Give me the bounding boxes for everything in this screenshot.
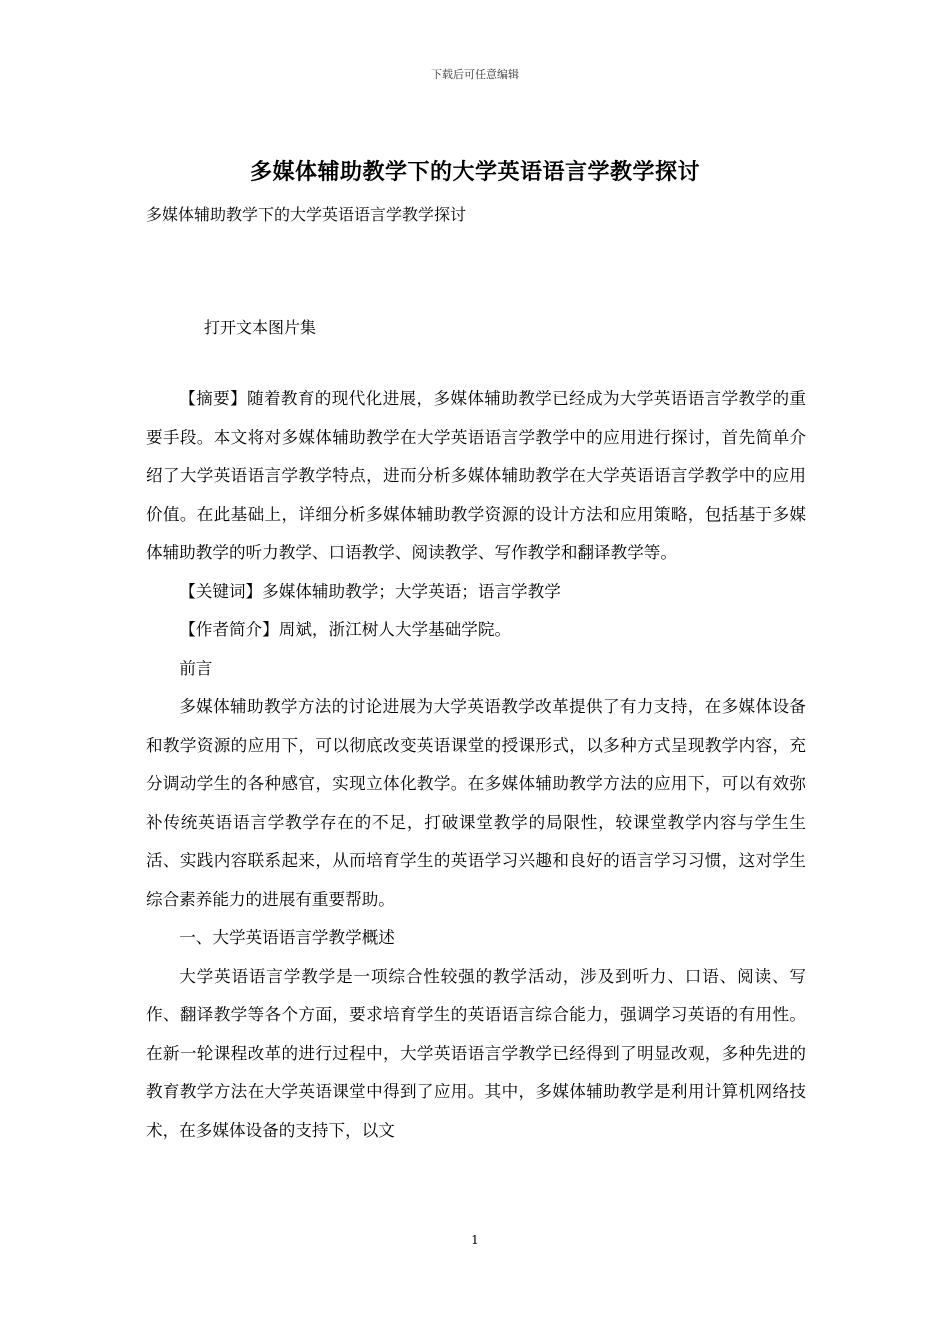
- document-title: 多媒体辅助教学下的大学英语语言学教学探讨: [249, 159, 700, 185]
- preface-heading: 前言: [179, 658, 213, 678]
- document-subtitle: 多媒体辅助教学下的大学英语语言学教学探讨: [146, 205, 467, 224]
- preface-paragraph: 多媒体辅助教学方法的讨论进展为大学英语教学改革提供了有力支持，在多媒体设备和教学资源的应用下，可以彻底改变英语课堂的授课形式，以多种方式呈现教学内容，充分调动学生的各种感官，实现立体化教学。在多媒体辅助教学方法的应用下，可以有效弥补传统英语语言学教学存在的不足，打破课堂教学的局限性，较课堂教学内容与学生生活、实践内容联系起来，从而培育学生的英语学习兴趣和良好的语言学习习惯，这对学生综合素养能力的进展有重要帮助。: [146, 697, 806, 909]
- section-heading: 一、大学英语语言学教学概述: [179, 928, 395, 947]
- document-body: [146, 380, 806, 1150]
- page-number: 1: [471, 1233, 479, 1247]
- header-note: 下载后可任意编辑: [431, 68, 519, 81]
- open-image-set-link[interactable]: 打开文本图片集: [204, 318, 317, 337]
- keywords-paragraph: 【关键词】多媒体辅助教学；大学英语；语言学教学: [179, 581, 561, 601]
- section-paragraph: 大学英语语言学教学是一项综合性较强的教学活动，涉及到听力、口语、阅读、写作、翻译教学等各个方面，要求培育学生的英语语言综合能力，强调学习英语的有用性。在新一轮课程改革的进行过程中，大学英语语言学教学已经得到了明显改观，多种先进的教育教学方法在大学英语课堂中得到了应用。其中，多媒体辅助教学是利用计算机网络技术，在多媒体设备的支持下，以文: [146, 966, 806, 1140]
- author-paragraph: 【作者简介】周斌，浙江树人大学基础学院。: [179, 620, 512, 639]
- abstract-paragraph: 【摘要】随着教育的现代化进展，多媒体辅助教学已经成为大学英语语言学教学的重要手段。本文将对多媒体辅助教学在大学英语语言学教学中的应用进行探讨，首先简单介绍了大学英语语言学教学特点，进而分析多媒体辅助教学在大学英语语言学教学中的应用价值。在此基础上，详细分析多媒体辅助教学资源的设计方法和应用策略，包括基于多媒体辅助教学的听力教学、口语教学、阅读教学、写作教学和翻译教学等。: [146, 389, 806, 562]
